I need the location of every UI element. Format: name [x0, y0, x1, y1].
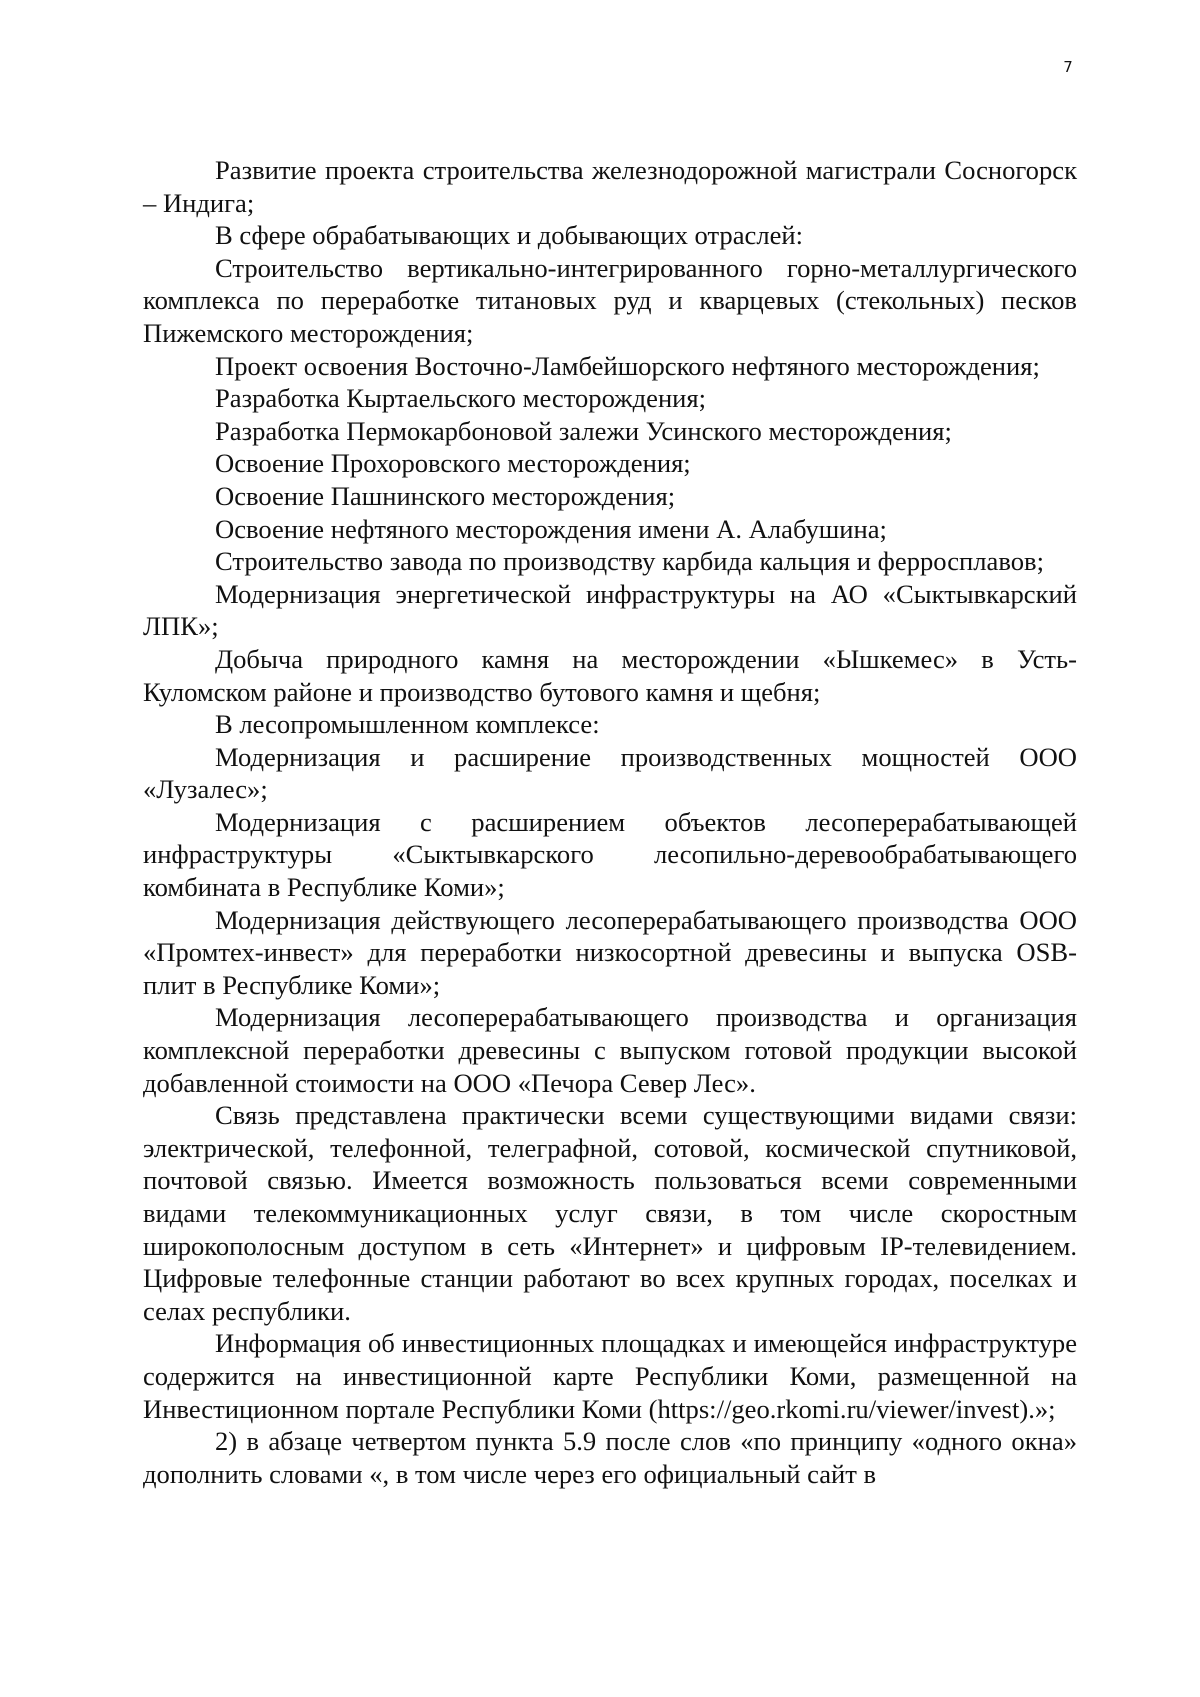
paragraph: Освоение Прохоровского месторождения; — [215, 448, 691, 479]
paragraph: Информация об инвестиционных площадках и имеющейся инфраструктуре содержится на инвестиционной карте Республики Коми, размещенной на Инвестиционном портале Республики Коми (https://geo.rkomi.ru/viewer/invest).»; — [143, 1328, 1077, 1424]
paragraph: Освоение Пашнинского месторождения; — [215, 480, 676, 511]
paragraph: Модернизация и расширение производственных мощностей ООО «Лузалес»; — [143, 741, 1077, 805]
paragraph: Модернизация действующего лесоперерабатывающего производства ООО «Промтех-инвест» для переработки низкосортной древесины и выпуска OSB-плит в Республике Коми»; — [143, 904, 1077, 1000]
paragraph: Добыча природного камня на месторождении «Ышкемес» в Усть-Куломском районе и производство бутового камня и щебня; — [143, 643, 1077, 707]
paragraph: Строительство завода по производству карбида кальция и ферросплавов; — [215, 546, 1044, 577]
document-body — [143, 154, 1077, 1490]
paragraph: Освоение нефтяного месторождения имени А. Алабушина; — [215, 513, 887, 544]
paragraph: Разработка Пермокарбоновой залежи Усинского месторождения; — [215, 415, 952, 446]
paragraph: Модернизация энергетической инфраструктуры на АО «Сыктывкарский ЛПК»; — [143, 578, 1077, 642]
paragraph: Связь представлена практически всеми существующими видами связи: электрической, телефонной, телеграфной, сотовой, космической спутниковой, почтовой связью. Имеется возможность пользоваться всеми современными видами телекоммуникационных услуг связи, в том числе скоростным широкополосным доступом в сеть «Интернет» и цифровым IP-телевидением. Цифровые телефонные станции работают во всех крупных городах, поселках и селах республики. — [143, 1100, 1077, 1326]
paragraph: Модернизация с расширением объектов лесоперерабатывающей инфраструктуры «Сыктывкарского лесопильно-деревообрабатывающего комбината в Республике Коми»; — [143, 806, 1077, 903]
paragraph: Модернизация лесоперерабатывающего производства и организация комплексной переработки древесины с выпуском готовой продукции высокой добавленной стоимости на ООО «Печора Север Лес». — [143, 1002, 1077, 1098]
paragraph: В сфере обрабатывающих и добывающих отраслей: — [215, 220, 804, 251]
paragraph: Разработка Кыртаельского месторождения; — [215, 383, 707, 414]
paragraph: Строительство вертикально-интегрированного горно-металлургического комплекса по переработке титановых руд и кварцевых (стекольных) песков Пижемского месторождения; — [143, 252, 1077, 348]
paragraph: Проект освоения Восточно-Ламбейшорского нефтяного месторождения; — [215, 350, 1040, 381]
paragraph: 2) в абзаце четвертом пункта 5.9 после слов «по принципу «одного окна» дополнить словами «, в том числе через его официальный сайт в — [143, 1426, 1077, 1489]
paragraph: В лесопромышленном комплексе: — [215, 709, 600, 740]
page-number: 7 — [1063, 58, 1073, 76]
paragraph: Развитие проекта строительства железнодорожной магистрали Сосногорск – Индига; — [143, 155, 1077, 218]
